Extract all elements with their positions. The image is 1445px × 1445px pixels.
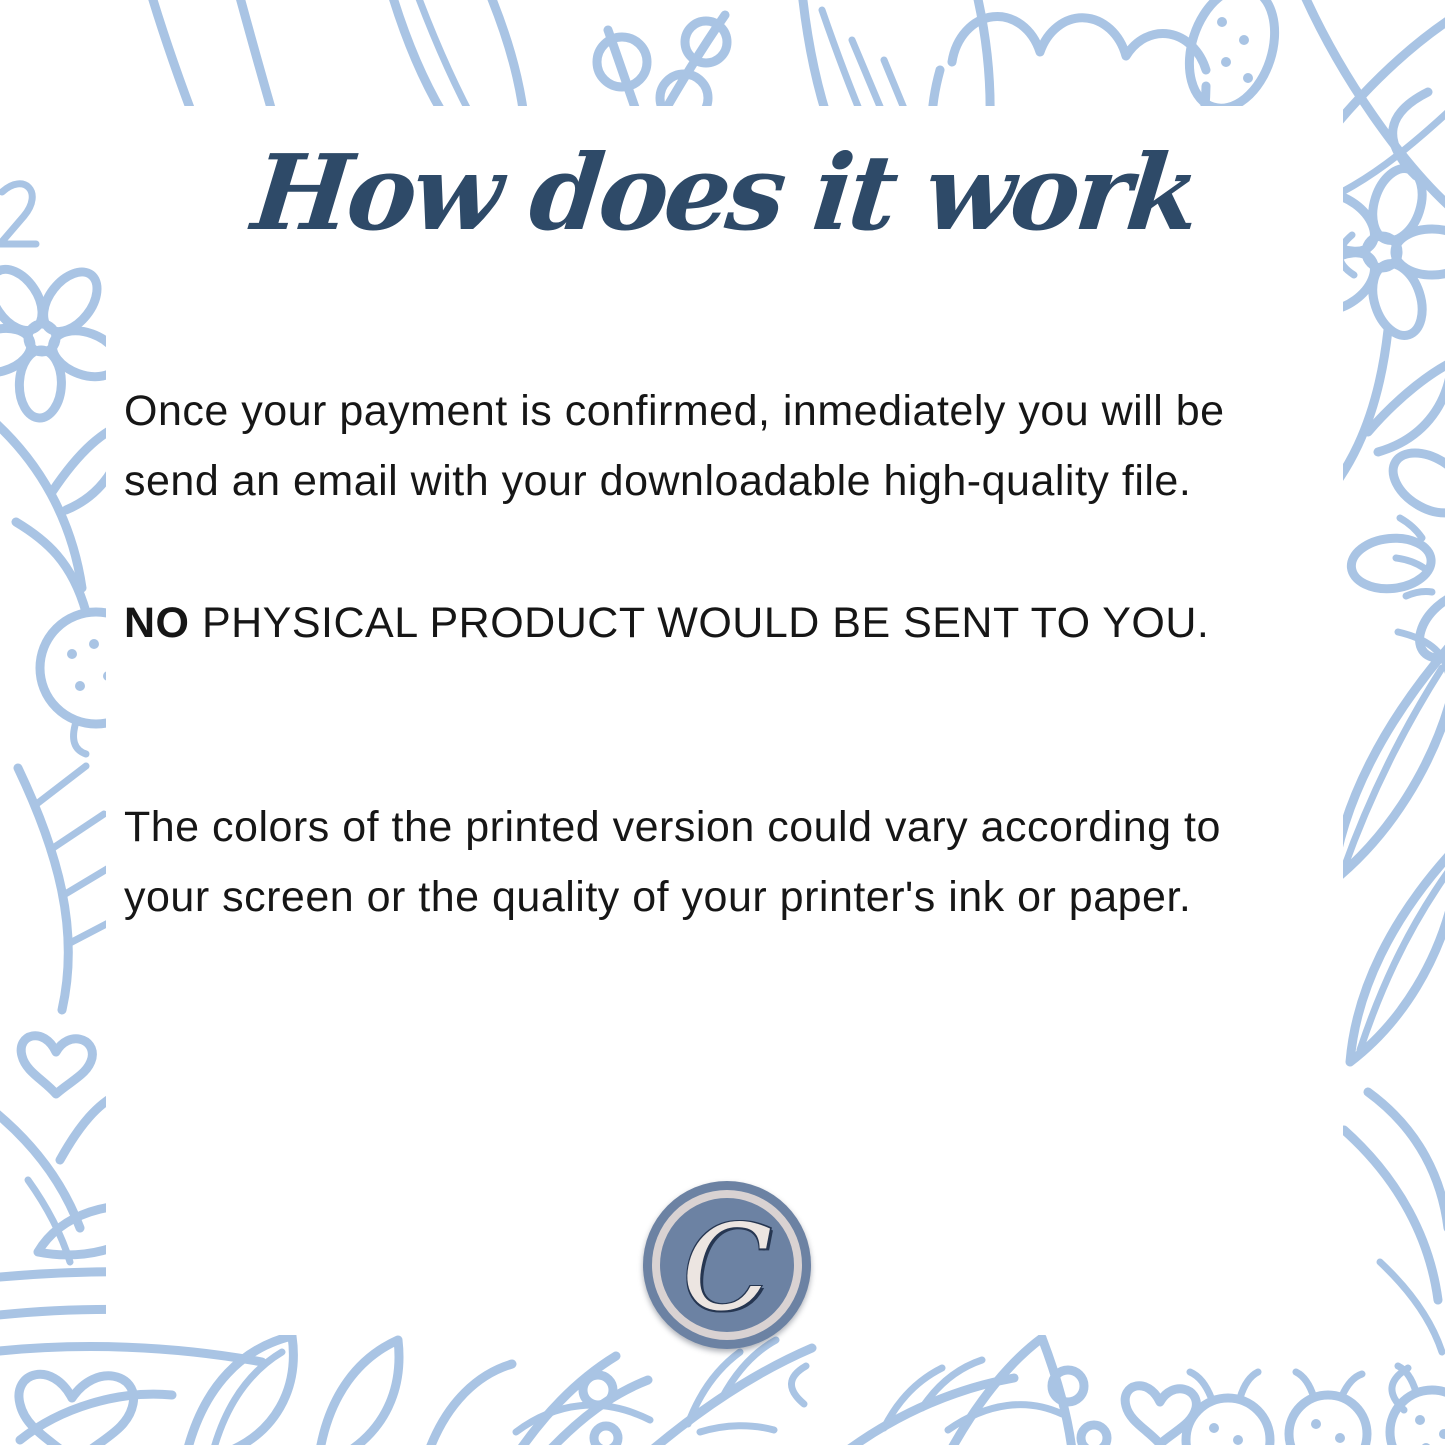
paragraph-delivery-line1: Once your payment is confirmed, inmediately you will be: [124, 387, 1225, 435]
paragraph-delivery-line2: send an email with your downloadable high-quality file.: [124, 457, 1192, 505]
paragraph-colors-note-line1: The colors of the printed version could vary according to: [124, 803, 1221, 851]
paragraph-no-physical-emphasis: NO: [124, 599, 190, 647]
paragraph-colors-note: [124, 792, 1339, 932]
paragraph-no-physical: [124, 588, 1339, 658]
paragraph-no-physical-rest: PHYSICAL PRODUCT WOULD BE SENT TO YOU.: [189, 599, 1210, 647]
page-title: How does it work: [247, 131, 1202, 254]
paragraph-colors-note-line2: your screen or the quality of your printer's ink or paper.: [124, 873, 1192, 921]
content-card: [106, 106, 1343, 1335]
brand-logo-monogram-icon: C: [681, 1199, 773, 1337]
brand-logo-badge: [643, 1181, 811, 1349]
paragraph-delivery: [124, 376, 1339, 516]
